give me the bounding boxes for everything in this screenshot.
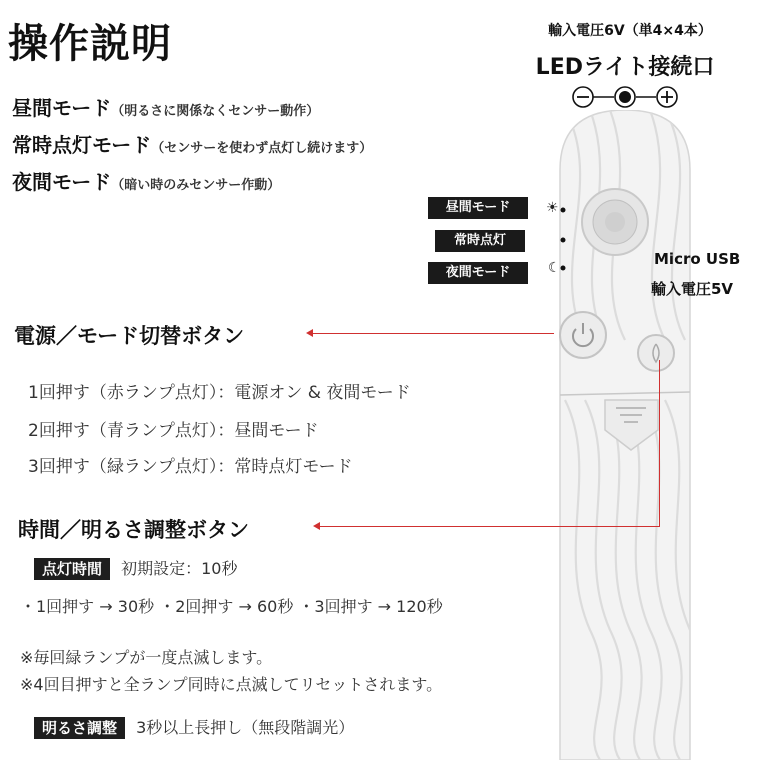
lighting-time-default: 初期設定：10秒: [121, 559, 238, 578]
brightness-row: [34, 715, 354, 738]
power-button-icon: [560, 312, 606, 358]
moon-icon: ☾: [548, 260, 561, 276]
micro-usb-voltage: 輸入電圧5V: [651, 280, 734, 298]
power-arrow-line: [312, 333, 554, 334]
power-section-heading: 電源／モード切替ボタン: [14, 324, 245, 348]
lighting-time-presses: ・1回押す → 30秒 ・2回押す → 60秒 ・3回押す → 120秒: [20, 597, 443, 616]
page-title: 操作説明: [8, 21, 172, 67]
mode-night: [12, 166, 280, 195]
mode-day: [12, 92, 319, 121]
panel-label-always: 常時点灯: [435, 230, 525, 252]
mode-day-note: （明るさに関係なくセンサー動作）: [111, 104, 320, 119]
power-press-3: 3回押す（緑ランプ点灯）：常時点灯モード: [28, 457, 353, 477]
mode-always-note: （センサーを使わず点灯し続けます）: [151, 141, 373, 156]
brightness-text: 3秒以上長押し（無段階調光）: [136, 718, 355, 737]
panel-label-night: 夜間モード: [428, 262, 528, 284]
mode-night-name: 夜間モード: [12, 170, 112, 194]
sensor-device-image: [540, 110, 710, 760]
note-green-blink: ※毎回緑ランプが一度点滅します。: [20, 648, 273, 667]
panel-label-day: 昼間モード: [428, 197, 528, 219]
mode-always-name: 常時点灯モード: [12, 133, 152, 157]
note-reset: ※4回目押すと全ランプ同時に点滅してリセットされます。: [20, 675, 443, 694]
micro-usb-label: Micro USB: [654, 250, 741, 268]
power-press-1: 1回押す（赤ランプ点灯）：電源オン & 夜間モード: [28, 383, 411, 403]
port-voltage-note: 輸入電圧6V（単4×4本）: [548, 23, 712, 39]
lighting-time-tag: 点灯時間: [34, 558, 110, 580]
time-arrow-line: [319, 526, 659, 527]
time-button-icon: [638, 335, 674, 371]
lighting-time-row: [34, 556, 237, 579]
mode-day-name: 昼間モード: [12, 96, 112, 120]
brightness-tag: 明るさ調整: [34, 717, 125, 739]
time-arrow-vertical: [659, 360, 660, 527]
mode-night-note: （暗い時のみセンサー作動）: [111, 178, 281, 193]
mode-always: [12, 129, 372, 158]
sun-icon: ☀: [546, 200, 559, 216]
connector-icon: [570, 84, 680, 110]
power-press-2: 2回押す（青ランプ点灯）：昼間モード: [28, 421, 319, 441]
time-section-heading: 時間／明るさ調整ボタン: [18, 518, 249, 542]
port-label: LEDライト接続口: [535, 55, 715, 80]
